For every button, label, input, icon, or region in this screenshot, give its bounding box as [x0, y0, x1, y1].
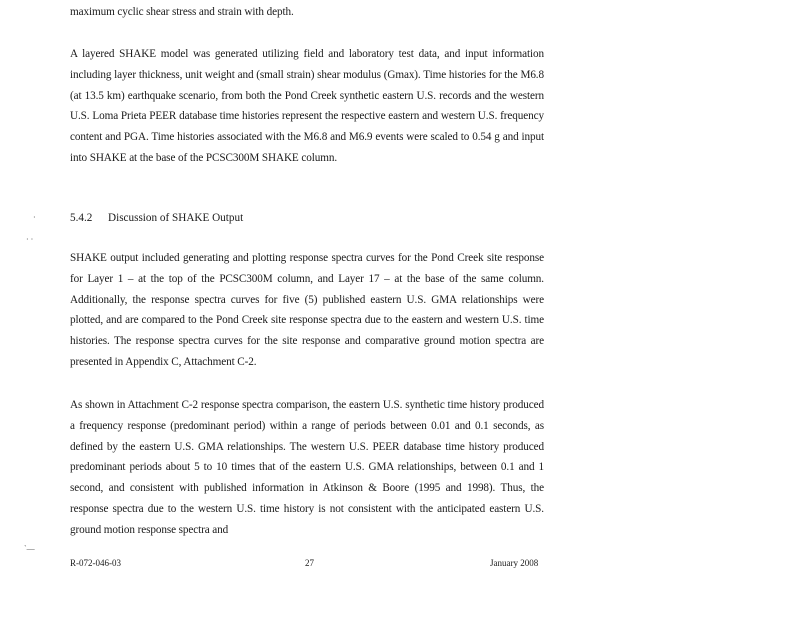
margin-mark: `— [24, 544, 35, 553]
section-heading [70, 208, 243, 228]
paragraph-shake-output: SHAKE output included generating and plotting response spectra curves for the Pond Creek site response for Layer 1 – at the top of the PCSC300M column, and Layer 17 – at the base of the same column. Additionally, the response spectra curves for five (5) published eastern U.S. GMA relationships were plotted, and are compared to the Pond Creek site response spectra due to the eastern and western U.S. time histories. The response spectra curves for the site response and comparative ground motion spectra are presented in Appendix C, Attachment C-2. [70, 252, 544, 368]
section-title: Discussion of SHAKE Output [108, 212, 244, 224]
margin-mark: · [33, 213, 36, 222]
section-number: 5.4.2 [70, 212, 93, 224]
footer-document-id: R-072-046-03 [70, 558, 121, 568]
paragraph-shake-model: A layered SHAKE model was generated utilizing field and laboratory test data, and input information including layer thickness, unit weight and (small strain) shear modulus (Gmax). Time histories for the M6.8 (at 13.5 km) earthquake scenario, from both the Pond Creek synthetic eastern U.S. records and the western U.S. Loma Prieta PEER database time histories represent the respective eastern and western U.S. frequency content and PGA. Time histories associated with the M6.8 and M6.9 events were scaled to 0.54 g and input into SHAKE at the base of the PCSC300M SHAKE column. [70, 48, 544, 164]
margin-mark: · · [26, 235, 34, 244]
footer-page-number: 27 [305, 558, 314, 568]
footer-date: January 2008 [490, 558, 539, 568]
paragraph-response-spectra-comparison: As shown in Attachment C-2 response spectra comparison, the eastern U.S. synthetic time history produced a frequency response (predominant period) within a range of periods between 0.01 and 0.1 seconds, as defined by the eastern U.S. GMA relationships. The western U.S. PEER database time history produced predominant periods about 5 to 10 times that of the eastern U.S. GMA relationships, between 0.1 and 1 second, and consistent with published information in Atkinson & Boore (1995 and 1998). Thus, the response spectra due to the western U.S. time history is not consistent with the anticipated eastern U.S. ground motion response spectra and [70, 399, 544, 536]
paragraph-continuation: maximum cyclic shear stress and strain with depth. [70, 6, 294, 18]
